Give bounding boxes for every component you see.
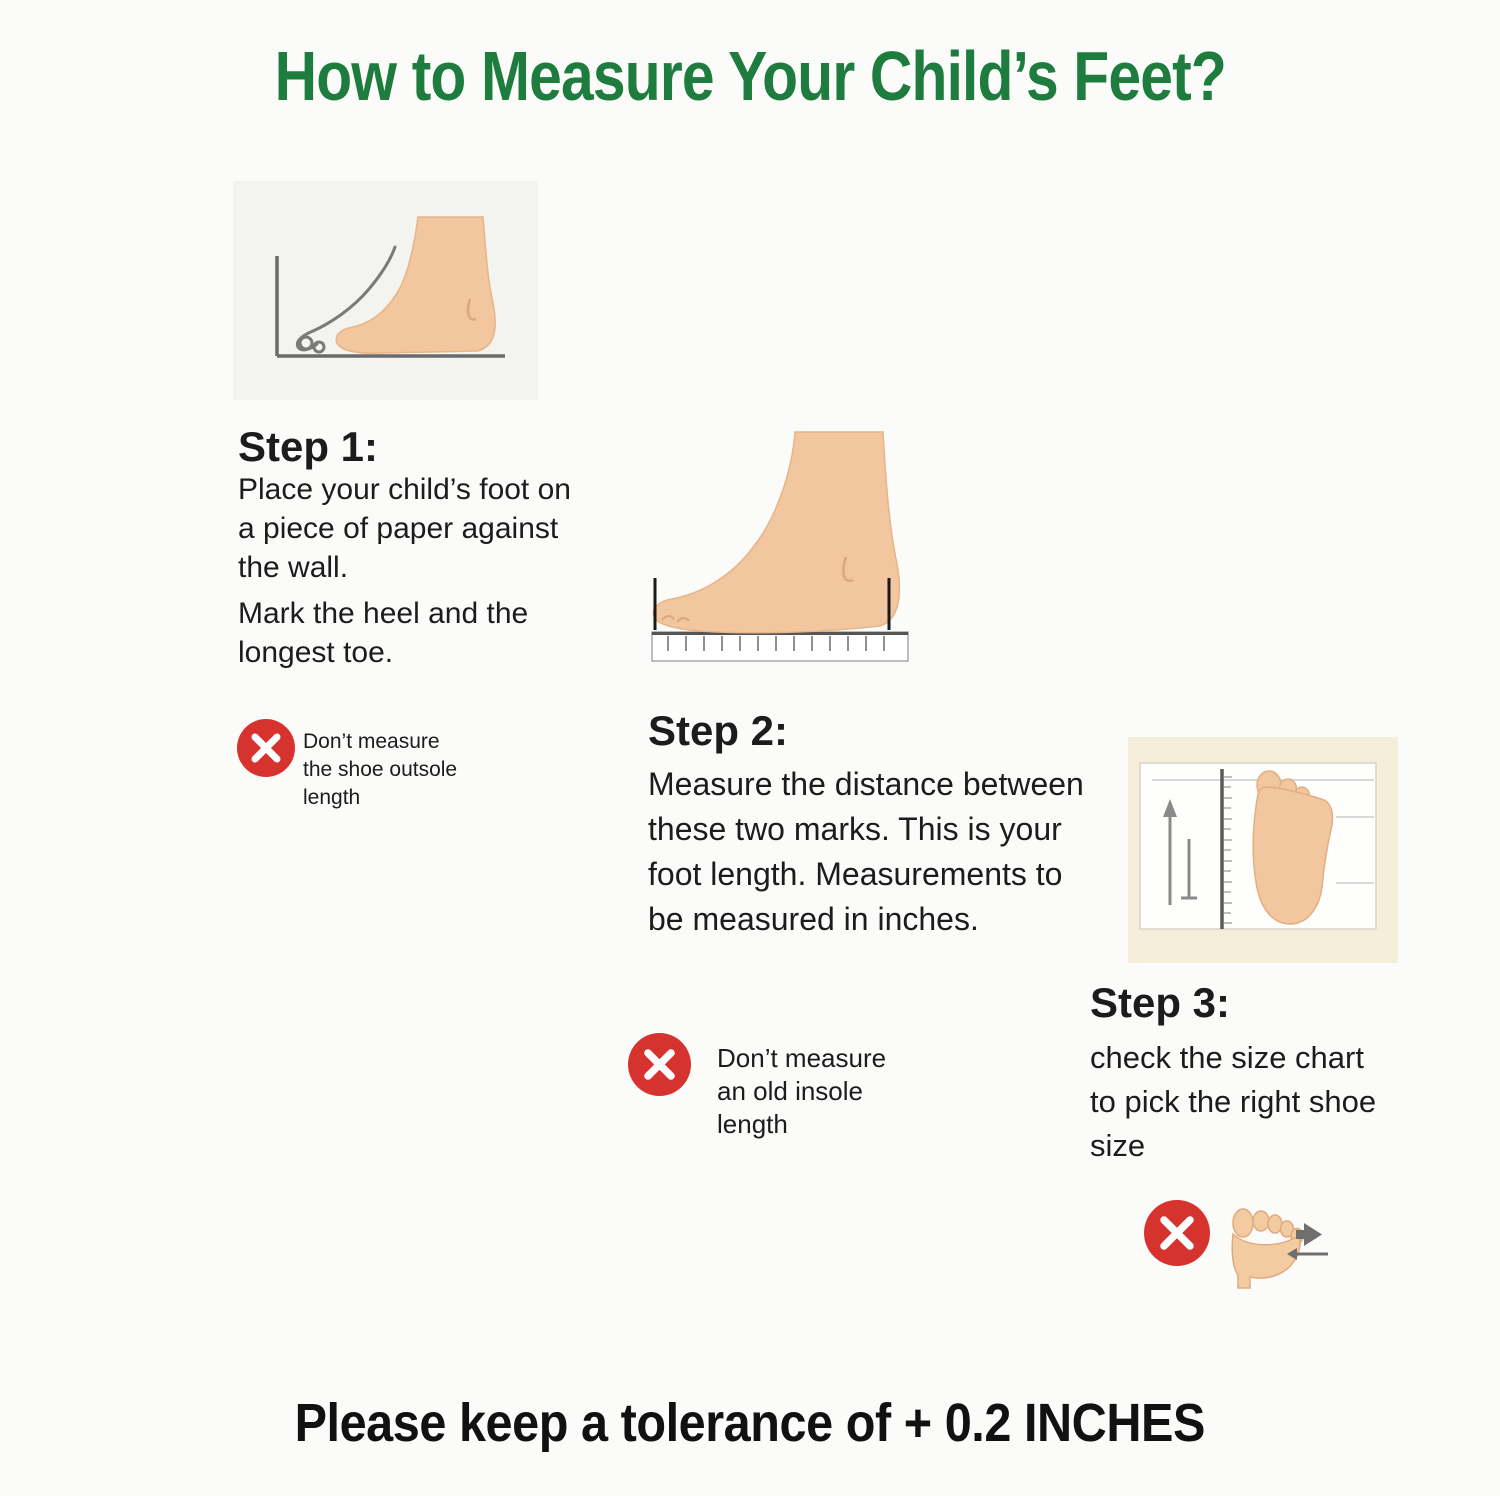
dont2-text: Don’t measure an old insole length	[717, 1043, 887, 1139]
step3-label: Step 3:	[1090, 979, 1231, 1026]
dont1-text: Don’t measure the shoe outsole length	[303, 730, 458, 809]
x-icon	[628, 1033, 691, 1096]
step1-paragraph-1: Place your child’s foot on a piece of paper against the wall.	[238, 473, 571, 584]
step1-illustration	[233, 181, 538, 400]
step1-paragraph-2: Mark the heel and the longest toe.	[238, 597, 529, 669]
ruler-icon	[652, 632, 908, 661]
footer-note	[0, 1392, 1500, 1454]
x-icon	[237, 719, 295, 777]
page-title	[0, 36, 1500, 116]
step3-illustration	[1128, 737, 1398, 963]
page-title-text: How to Measure Your Child’s Feet?	[274, 37, 1226, 115]
step2-paragraph: Measure the distance between these two marks. This is your foot length. Measurements to be measured in inches.	[648, 766, 1084, 937]
step2-illustration	[646, 424, 918, 664]
footer-note-text: Please keep a tolerance of + 0.2 INCHES	[294, 1393, 1206, 1453]
step3-paragraph: check the size chart to pick the right shoe size	[1090, 1040, 1377, 1163]
step1-label: Step 1:	[238, 423, 379, 470]
dont2-x-circle	[628, 1033, 691, 1096]
dont1-x-circle	[237, 719, 295, 777]
dont3-icons	[1140, 1196, 1340, 1296]
foot-side-icon	[653, 432, 899, 633]
pushed-toes-icon	[1232, 1209, 1303, 1288]
step2-label: Step 2:	[648, 707, 789, 754]
